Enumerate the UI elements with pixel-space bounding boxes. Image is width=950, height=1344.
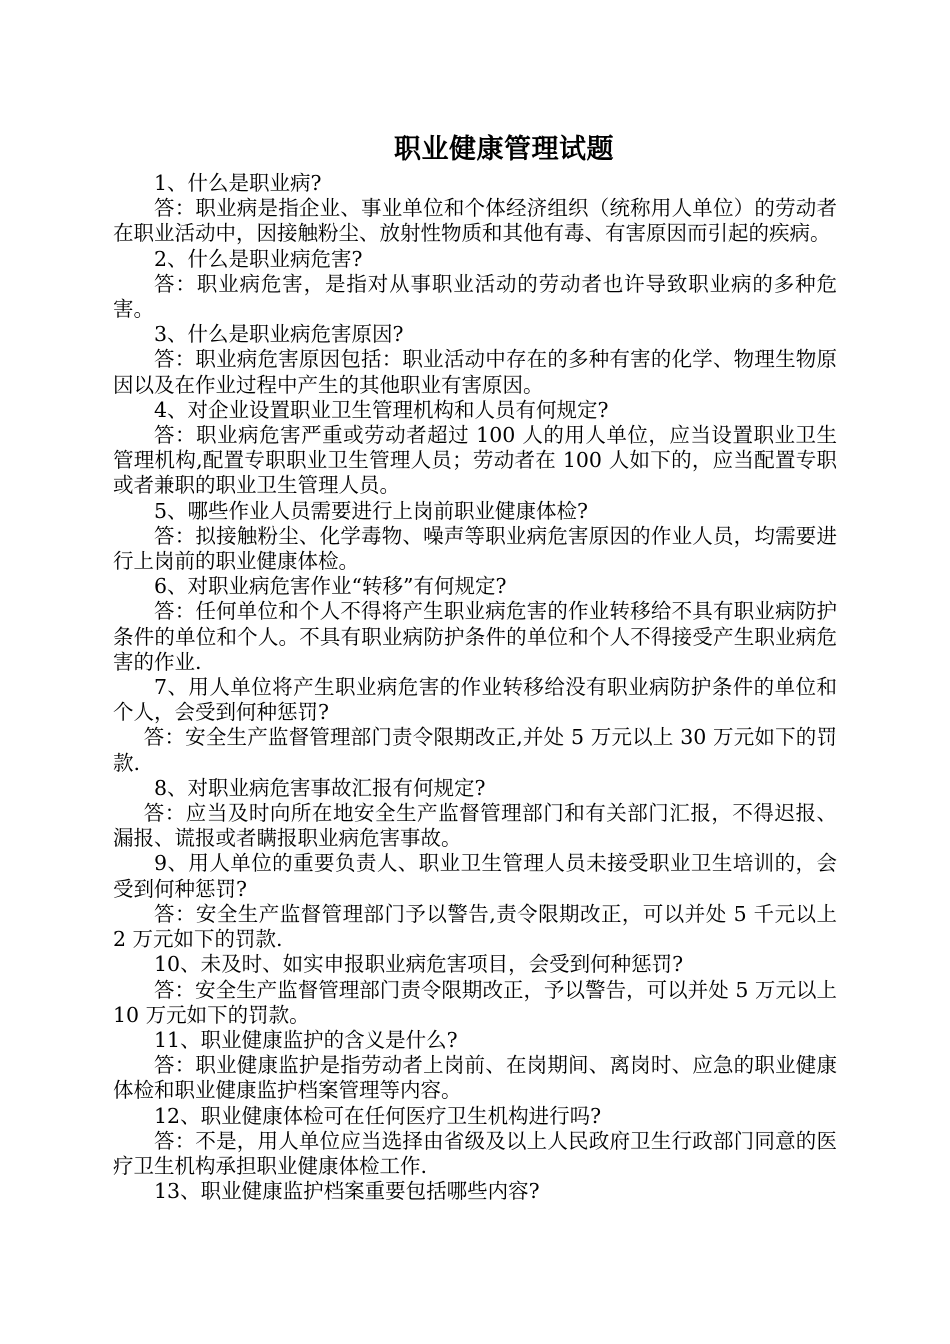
answer-6: 答：任何单位和个人不得将产生职业病危害的作业转移给不具有职业病防护条件的单位和个人。不具有职业病防护条件的单位和个人不得接受产生职业病危害的作业. [113, 599, 837, 674]
answer-5: 答：拟接触粉尘、化学毒物、噪声等职业病危害原因的作业人员，均需要进行上岗前的职业健康体检。 [113, 523, 837, 574]
document-body [113, 171, 837, 1204]
document-title: 职业健康管理试题 [394, 134, 614, 165]
question-8: 8、对职业病危害事故汇报有何规定? [154, 775, 486, 800]
question-7: 7、用人单位将产生职业病危害的作业转移给没有职业病防护条件的单位和个人，会受到何种惩罚? [113, 675, 837, 725]
answer-10: 答：安全生产监督管理部门责令限期改正，予以警告，可以并处 5 万元以上 10 万元如下的罚款。 [113, 977, 837, 1027]
answer-1: 答：职业病是指企业、事业单位和个体经济组织（统称用人单位）的劳动者在职业活动中，因接触粉尘、放射性物质和其他有毒、有害原因而引起的疾病。 [113, 196, 837, 246]
question-4: 4、对企业设置职业卫生管理机构和人员有何规定? [154, 397, 609, 422]
answer-12: 答：不是，用人单位应当选择由省级及以上人民政府卫生行政部门同意的医疗卫生机构承担职业健康体检工作. [113, 1128, 837, 1178]
question-12: 12、职业健康体检可在任何医疗卫生机构进行吗? [154, 1103, 602, 1128]
answer-9: 答：安全生产监督管理部门予以警告,责令限期改正，可以并处 5 千元以上 2 万元如下的罚款. [113, 901, 837, 952]
question-3: 3、什么是职业病危害原因? [154, 322, 404, 347]
answer-4: 答：职业病危害严重或劳动者超过 100 人的用人单位，应当设置职业卫生管理机构,配置专职职业卫生管理人员；劳动者在 100 人如下的，应当配置专职或者兼职的职业卫生管理人员。 [113, 423, 837, 498]
question-5: 5、哪些作业人员需要进行上岗前职业健康体检? [154, 498, 589, 523]
answer-3: 答：职业病危害原因包括：职业活动中存在的多种有害的化学、物理生物原因以及在作业过程中产生的其他职业有害原因。 [113, 347, 837, 397]
question-2: 2、什么是职业病危害? [154, 246, 363, 271]
question-9: 9、用人单位的重要负责人、职业卫生管理人员未接受职业卫生培训的，会受到何种惩罚? [113, 851, 837, 901]
question-10: 10、未及时、如实申报职业病危害项目，会受到何种惩罚? [154, 952, 684, 977]
question-1: 1、什么是职业病? [154, 171, 322, 195]
question-6: 6、对职业病危害作业“转移”有何规定? [154, 574, 507, 599]
question-11: 11、职业健康监护的含义是什么? [154, 1027, 458, 1052]
answer-7: 答：安全生产监督管理部门责令限期改正,并处 5 万元以上 30 万元如下的罚款. [113, 725, 837, 775]
answer-11: 答：职业健康监护是指劳动者上岗前、在岗期间、离岗时、应急的职业健康体检和职业健康监护档案管理等内容。 [113, 1053, 837, 1103]
answer-8: 答：应当及时向所在地安全生产监督管理部门和有关部门汇报，不得迟报、漏报、谎报或者瞒报职业病危害事故。 [113, 801, 837, 851]
question-13: 13、职业健康监护档案重要包括哪些内容? [154, 1179, 540, 1204]
answer-2: 答：职业病危害，是指对从事职业活动的劳动者也许导致职业病的多种危害。 [113, 271, 837, 322]
